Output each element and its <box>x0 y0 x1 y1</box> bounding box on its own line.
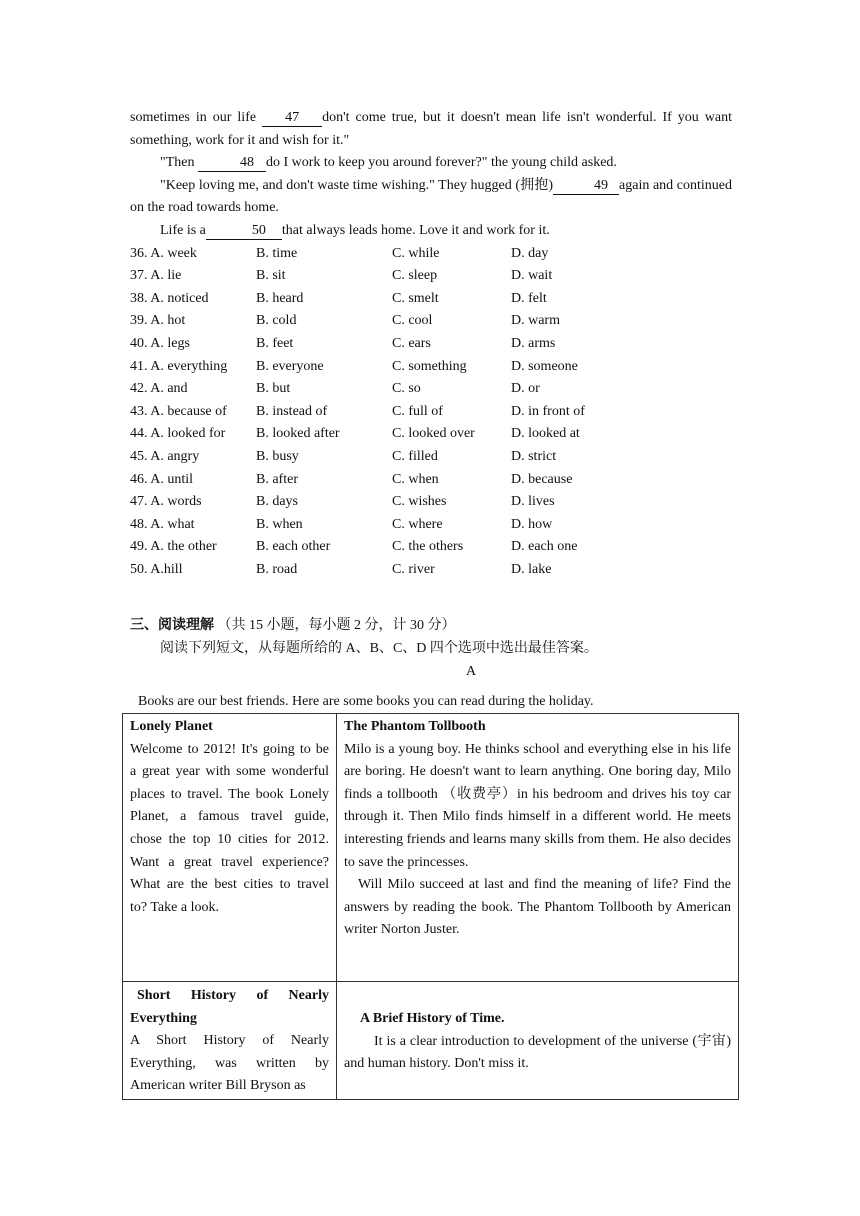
books-table <box>122 713 739 1100</box>
section-note: （共 15 小题，每小题 2 分，计 30 分） <box>217 618 456 634</box>
option-d: D. warm <box>511 313 560 329</box>
option-a: 48. A. what <box>130 516 195 532</box>
option-c: C. cool <box>392 313 433 329</box>
option-b: B. everyone <box>256 358 324 374</box>
books-intro: Books are our best friends. Here are some books you can read during the holiday. <box>138 694 594 709</box>
option-d: D. wait <box>511 268 553 284</box>
option-b: B. instead of <box>256 403 328 419</box>
text: do I work to keep you around forever?" the young child asked. <box>265 155 617 171</box>
option-d: D. looked at <box>511 426 580 442</box>
option-c: C. sleep <box>392 268 438 284</box>
option-b: B. each other <box>256 539 331 555</box>
options-list <box>130 243 732 582</box>
book-cell-short-history <box>123 982 337 1100</box>
option-c: C. filled <box>392 448 438 464</box>
option-row <box>130 446 732 469</box>
option-d: D. arms <box>511 335 556 351</box>
option-row <box>130 559 732 582</box>
option-a: 39. A. hot <box>130 313 186 329</box>
option-row <box>130 514 732 537</box>
option-d: D. in front of <box>511 403 585 419</box>
option-c: C. so <box>392 381 421 397</box>
option-b: B. after <box>256 471 298 487</box>
option-d: D. lives <box>511 494 555 510</box>
option-a: 40. A. legs <box>130 335 190 351</box>
option-b: B. looked after <box>256 426 340 442</box>
book-cell-brief-history <box>337 982 739 1100</box>
option-a: 45. A. angry <box>130 448 200 464</box>
text: again and continued on the road towards home. <box>130 177 733 216</box>
option-d: D. because <box>511 471 573 487</box>
option-d: D. or <box>511 381 540 397</box>
option-c: C. when <box>392 471 439 487</box>
option-c: C. wishes <box>392 494 447 510</box>
passage-line-3 <box>130 175 732 220</box>
option-row <box>130 310 732 333</box>
option-a: 42. A. and <box>130 381 188 397</box>
option-row <box>130 333 732 356</box>
option-d: D. how <box>511 516 553 532</box>
text: that always leads home. Love it and work for it. <box>281 222 550 238</box>
book-title: A Brief History of Time. <box>360 1011 505 1026</box>
book-title: The Phantom Tollbooth <box>344 719 486 734</box>
option-b: B. heard <box>256 290 304 306</box>
option-a: 44. A. looked for <box>130 426 226 442</box>
option-c: C. the others <box>392 539 464 555</box>
option-row <box>130 423 732 446</box>
book-cell-lonely-planet <box>123 714 337 982</box>
blank-48: 48 <box>198 155 266 172</box>
option-b: B. busy <box>256 448 299 464</box>
option-b: B. cold <box>256 313 297 329</box>
option-a: 47. A. words <box>130 494 202 510</box>
passage-line-1 <box>130 107 732 152</box>
option-a: 36. A. week <box>130 245 197 261</box>
option-row <box>130 378 732 401</box>
blank-49: 49 <box>553 178 619 195</box>
book-title: Lonely Planet <box>130 719 213 734</box>
section-title: 三、阅读理解 <box>130 618 214 634</box>
option-a: 49. A. the other <box>130 539 217 555</box>
option-a: 50. A.hill <box>130 561 183 577</box>
book-text: Milo is a young boy. He thinks school and everything else in his life are boring. He doesn't want to learn anything. One boring day, Milo finds a tollbooth （收费亭）in his bedroom and drives his toy car through it. Then Milo finds himself in a different world. He meets interesting friends and learns many skills from them. He also decides to save the princesses. <box>344 741 731 870</box>
option-row <box>130 243 732 266</box>
option-a: 46. A. until <box>130 471 194 487</box>
option-d: D. lake <box>511 561 552 577</box>
option-row <box>130 469 732 492</box>
blank-50: 50 <box>206 223 282 240</box>
option-d: D. each one <box>511 539 578 555</box>
option-c: C. river <box>392 561 435 577</box>
option-row <box>130 401 732 424</box>
text: don't come true, but it doesn't mean life isn't wonderful. If you want something, work for it and wish for it." <box>130 110 733 148</box>
text: sometimes in our life <box>130 110 257 125</box>
option-row <box>130 536 732 559</box>
option-c: C. looked over <box>392 426 475 442</box>
option-b: B. time <box>256 245 298 261</box>
passage-line-2 <box>130 152 732 175</box>
book-cell-phantom-tollbooth <box>337 714 739 982</box>
option-c: C. while <box>392 245 440 261</box>
option-c: C. smelt <box>392 290 439 306</box>
option-row <box>130 288 732 311</box>
option-c: C. where <box>392 516 443 532</box>
passage-label: A <box>465 663 477 679</box>
option-row <box>130 265 732 288</box>
option-d: D. someone <box>511 358 578 374</box>
option-a: 37. A. lie <box>130 268 182 284</box>
option-c: C. ears <box>392 335 431 351</box>
option-c: C. something <box>392 358 467 374</box>
option-b: B. road <box>256 561 298 577</box>
book-title-line1: Short History of Nearly <box>137 988 329 1003</box>
option-b: B. when <box>256 516 303 532</box>
book-text: Will Milo succeed at last and find the meaning of life? Find the answers by reading the book. The Phantom Tollbooth by American writer Norton Juster. <box>344 877 731 938</box>
passage-line-4 <box>130 220 732 243</box>
option-c: C. full of <box>392 403 443 419</box>
option-d: D. felt <box>511 290 547 306</box>
book-text: It is a clear introduction to development of the universe (宇宙) and human history. Don't miss it. <box>344 1033 731 1072</box>
book-title-line2: Everything <box>130 1010 197 1026</box>
text: "Then <box>160 155 195 171</box>
option-a: 41. A. everything <box>130 358 228 374</box>
book-text: A Short History of Nearly Everything, was written by American writer Bill Bryson as <box>130 1033 329 1094</box>
text: Life is a <box>160 222 206 238</box>
option-b: B. sit <box>256 268 286 284</box>
option-b: B. feet <box>256 335 294 351</box>
text: "Keep loving me, and don't waste time wishing." They hugged (拥抱) <box>160 177 554 193</box>
section-instruction: 阅读下列短文，从每题所给的 A、B、C、D 四个选项中选出最佳答案。 <box>160 641 598 657</box>
cloze-passage <box>130 107 732 683</box>
option-row <box>130 491 732 514</box>
option-d: D. day <box>511 245 549 261</box>
option-d: D. strict <box>511 448 557 464</box>
option-row <box>130 356 732 379</box>
book-text: Welcome to 2012! It's going to be a great year with some wonderful places to travel. The book Lonely Planet, a famous travel guide, chose the top 10 cities for 2012. Want a great travel experience? What are the best cities to travel to? Take a look. <box>130 741 329 915</box>
option-a: 43. A. because of <box>130 403 227 419</box>
section-3-header <box>130 615 732 638</box>
option-b: B. days <box>256 494 298 510</box>
option-a: 38. A. noticed <box>130 290 209 306</box>
blank-47: 47 <box>262 110 322 127</box>
option-b: B. but <box>256 381 291 397</box>
